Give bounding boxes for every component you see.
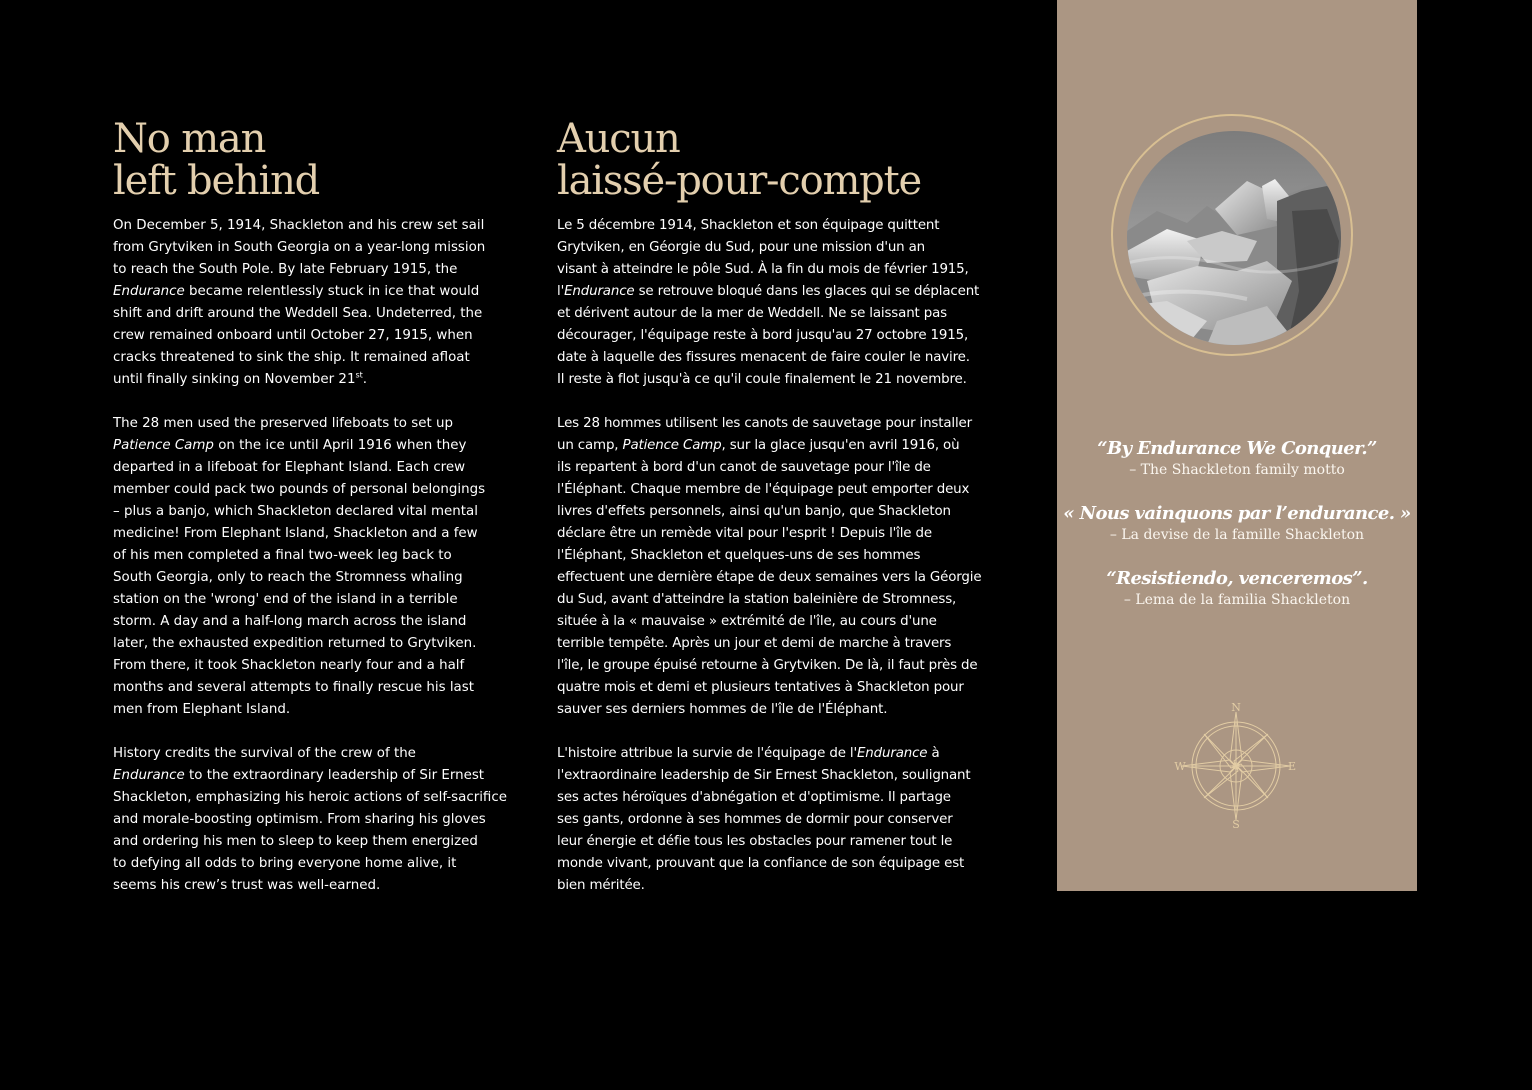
ordinal-suffix: st [355, 370, 363, 380]
text-run: to the extraordinary leadership of Sir Ernest Shackleton, emphasizing his heroic actions of self-sacrifice and morale-boosting optimism. From sharing his gloves and ordering his men to sleep to keep them energized to defying all odds to bring everyone home alive, it seems his crew’s trust was well-earned. [113, 768, 507, 893]
sidebar-panel [1057, 0, 1417, 891]
motto-spanish [1057, 567, 1417, 609]
text-run: On December 5, 1914, Shackleton and his crew set sail from Grytviken in South Georgia on a year-long mission to reach the South Pole. By late February 1915, the [113, 218, 486, 277]
ship-name: Endurance [113, 768, 185, 783]
compass-east-label: E [1287, 760, 1297, 773]
english-paragraph-3 [113, 743, 508, 897]
ship-name: Endurance [564, 284, 635, 299]
english-paragraph-2 [113, 413, 508, 721]
compass-west-label: W [1174, 760, 1186, 773]
motto-attribution: – The Shackleton family motto [1129, 462, 1345, 478]
camp-name: Patience Camp [113, 438, 214, 453]
motto-quote: “Resistiendo, venceremos”. [1106, 568, 1368, 589]
english-paragraph-1 [113, 215, 508, 391]
french-paragraph-3 [557, 743, 1002, 897]
ship-name: Endurance [113, 284, 185, 299]
text-run: became relentlessly stuck in ice that would shift and drift around the Weddell Sea. Undeterred, the crew remained onboard until October 27, 1915, when cracks threatened to sink the ship. It remained afloat until finally sinking on November 21 [113, 284, 483, 387]
text-run: L'histoire attribue la survie de l'équipage de l' [557, 746, 857, 761]
motto-attribution: – La devise de la famille Shackleton [1109, 527, 1365, 543]
french-paragraph-2 [557, 413, 1002, 721]
text-run: Les 28 hommes utilisent les canots de sauvetage pour installer un camp, [557, 416, 973, 453]
motto-french [1057, 502, 1417, 544]
compass-south-label: S [1232, 818, 1240, 829]
motto-list [1057, 437, 1417, 632]
english-heading-line1: No man [113, 116, 266, 162]
text-run: à l'extraordinaire leadership de Sir Ernest Shackleton, soulignant ses actes héroïques d'abnégation et d'optimisme. Il partage ses gants, ordonne à ses hommes de dormir pour conserver leur énergie et défie tous les obstacles pour ramener tout le monde vivant, prouvant que la confiance de son équipage est bien méritée. [557, 746, 971, 893]
text-run: , sur la glace jusqu'en avril 1916, où ils repartent à bord d'un canot de sauvetage pour l'île de l'Éléphant. Chaque membre de l'équipage peut emporter deux livres d'effets personnels, ainsi qu'un banjo, que Shackleton déclare être un remède vital pour l'esprit ! Depuis l'île de l'Éléphant, Shackleton et quelques-uns de ses hommes effectuent une dernière étape de deux semaines vers la Géorgie du Sud, avant d'atteindre la station baleinière de Stromness, située à la « mauvaise » extrémité de l'île, au cours d'une terrible tempête. Après un jour et demi de marche à travers l'île, le groupe épuisé retourne à Grytviken. De là, il faut près de quatre mois et demi et plusieurs tentatives à Shackleton pour sauver ses derniers hommes de l'île de l'Éléphant. [557, 438, 982, 717]
text-run: on the ice until April 1916 when they departed in a lifeboat for Elephant Island. Each crew member could pack two pounds of personal belongings – plus a banjo, which Shackleton declared vital mental medicine! From Elephant Island, Shackleton and a few of his men completed a final two-week leg back to South Georgia, only to reach the Stromness whaling station on the 'wrong' end of the island in a terrible storm. A day and a half-long march across the island later, the exhausted expedition returned to Grytviken. From there, it took Shackleton nearly four and a half months and several attempts to finally rescue his last men from Elephant Island. [113, 438, 486, 717]
text-run: Le 5 décembre 1914, Shackleton et son équipage quittent Grytviken, en Géorgie du Sud, pour une mission d'un an visant à atteindre le pôle Sud. À la fin du mois de février 1915, l' [557, 218, 969, 299]
french-paragraph-1 [557, 215, 1002, 391]
text-run: . [362, 372, 368, 387]
ship-name: Endurance [857, 746, 928, 761]
motto-english [1057, 437, 1417, 479]
english-column [113, 118, 508, 897]
camp-name: Patience Camp [622, 438, 722, 453]
text-run: The 28 men used the preserved lifeboats to set up [113, 416, 453, 431]
english-heading-line2: left behind [113, 158, 320, 204]
ice-photo [1127, 131, 1341, 345]
ice-landscape-image [1127, 131, 1341, 345]
french-column [557, 118, 1002, 897]
text-run: History credits the survival of the crew of the [113, 746, 416, 761]
french-heading-line2: laissé-pour-compte [557, 158, 921, 204]
french-heading [557, 118, 1002, 202]
motto-attribution: – Lema de la familia Shackleton [1123, 592, 1351, 608]
compass-north-label: N [1231, 703, 1241, 714]
text-run: se retrouve bloqué dans les glaces qui se déplacent et dérivent autour de la mer de Weddell. Ne se laissant pas décourager, l'équipage reste à bord jusqu'au 27 octobre 1915, date à laquelle des fissures menacent de faire couler le navire. Il reste à flot jusqu'à ce qu'il coule finalement le 21 novembre. [557, 284, 980, 387]
french-heading-line1: Aucun [557, 116, 680, 162]
motto-quote: « Nous vainquons par l’endurance. » [1063, 503, 1411, 524]
english-heading [113, 118, 508, 202]
motto-quote: “By Endurance We Conquer.” [1097, 438, 1377, 459]
compass-rose-icon [1173, 703, 1299, 829]
